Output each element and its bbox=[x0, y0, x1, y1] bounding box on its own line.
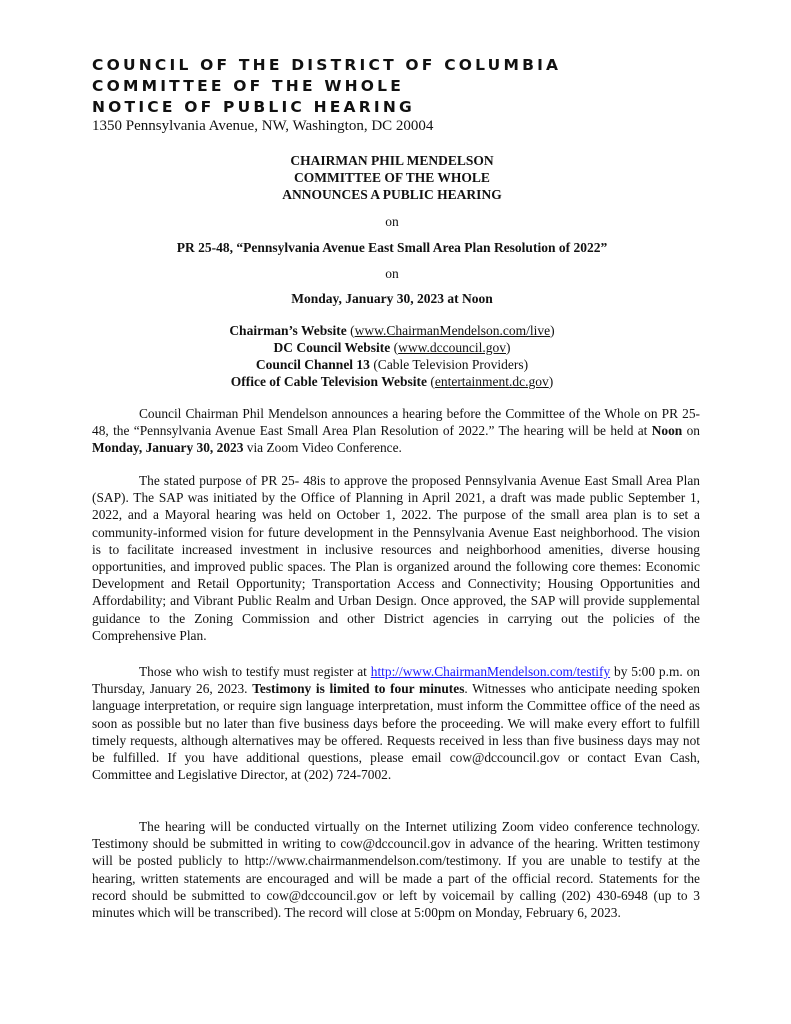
letterhead-council: COUNCIL OF THE DISTRICT OF COLUMBIA bbox=[92, 56, 562, 74]
para1-text-e: via Zoom Video Conference. bbox=[243, 440, 402, 456]
letterhead-notice: NOTICE OF PUBLIC HEARING bbox=[92, 98, 415, 116]
viewing-channel bbox=[92, 356, 692, 373]
council-website-link[interactable]: www.dccouncil.gov bbox=[398, 340, 506, 355]
para3-text-d: . Witnesses who anticipate needing spoken language interpretation, or require sign language interpretation, must inform the Committee office of the need as soon as possible but no later than five business days before the proceeding. We will make every effort to fulfill timely requests, although alternatives may be offered. Requests received in less than five business days may not be fulfilled. If you have additional questions, please email cow@dccouncil.gov or contact Evan Cash, Committee and Legislative Director, at (202) 724-7002. bbox=[92, 681, 700, 783]
on-text-1: on bbox=[385, 214, 399, 229]
testify-register-link[interactable]: http://www.ChairmanMendelson.com/testify bbox=[370, 664, 611, 679]
hearing-date: Monday, January 30, 2023 at Noon bbox=[291, 291, 493, 306]
paragraph-testify bbox=[92, 663, 700, 783]
viewing-oct: Office of Cable Television Website (entertainment.dc.gov) bbox=[230, 374, 554, 389]
letterhead-address: 1350 Pennsylvania Avenue, NW, Washington, DC 20004 bbox=[92, 118, 434, 134]
testimony-limit-text: Testimony is limited to four minutes bbox=[252, 681, 465, 697]
para1-date: Monday, January 30, 2023 bbox=[92, 440, 244, 456]
para3-text-b: by 5:00 p.m. on Thursday, January 26, 2023. bbox=[92, 664, 700, 697]
para1-text-a: Council Chairman Phil Mendelson announces a hearing before the Committee of the Whole on PR 25-48, the “Pennsylvania Avenue East Small Area Plan Resolution of 2022.” The hearing will be held at bbox=[92, 406, 700, 439]
letterhead-committee: COMMITTEE OF THE WHOLE bbox=[92, 77, 405, 95]
channel-note: (Cable Television Providers) bbox=[373, 357, 529, 372]
paragraph-purpose: The stated purpose of PR 25- 48is to approve the proposed Pennsylvania Avenue East Small Area Plan (SAP). The SAP was initiated by the Office of Planning in April 2021, a draft was made public September 1, 2022, and a Mayoral hearing was held on October 1, 2022. The purpose of the small area plan is to set a community-informed vision for future development in the Pennsylvania Avenue East neighborhood. The vision is to facilitate increased investment in inclusive resources and neighborhood amenities, diverse housing opportunities, and improved public spaces. The Plan is organized around the following core themes: Economic Development and Retail Opportunity; Transportation Access and Connectivity; Housing Opportunities and Affordability; and Vibrant Public Realm and Urban Design. Once approved, the SAP will provide supplemental guidance to the Zoning Commission and other District agencies in carrying out the policies of the Comprehensive Plan. bbox=[92, 473, 700, 643]
council-website-label: DC Council Website bbox=[273, 340, 391, 355]
on-text-2: on bbox=[385, 266, 399, 281]
paragraph-announcement bbox=[92, 405, 700, 457]
oct-website-link[interactable]: entertainment.dc.gov bbox=[434, 374, 549, 389]
announcement-line2: COMMITTEE OF THE WHOLE bbox=[294, 170, 490, 185]
channel-label: Council Channel 13 bbox=[255, 357, 370, 372]
oct-website-label: Office of Cable Television Website bbox=[230, 374, 427, 389]
hearing-title: PR 25-48, “Pennsylvania Avenue East Small Area Plan Resolution of 2022” bbox=[176, 240, 608, 255]
viewing-chairman: Chairman’s Website (www.ChairmanMendelson.com/live) bbox=[229, 323, 555, 338]
paragraph-virtual-hearing: The hearing will be conducted virtually on the Internet utilizing Zoom video conference technology. Testimony should be submitted in writing to cow@dccouncil.gov in advance of the hearing. Written testimony will be posted publicly to http://www.chairmanmendelson.com/testimony. If you are unable to testify at the hearing, written statements are encouraged and will be made a part of the official record. Statements for the record should be submitted to cow@dccouncil.gov or left by voicemail by calling (202) 430-6948 (up to 3 minutes which will be transcribed). The record will close at 5:00pm on Monday, February 6, 2023. bbox=[92, 819, 700, 921]
announcement-line1: CHAIRMAN PHIL MENDELSON bbox=[290, 153, 494, 168]
chairman-website-link[interactable]: www.ChairmanMendelson.com/live bbox=[354, 323, 551, 338]
para1-time: Noon bbox=[651, 423, 683, 439]
chairman-website-label: Chairman’s Website bbox=[229, 323, 347, 338]
para3-text-a: Those who wish to testify must register at bbox=[139, 664, 371, 679]
letterhead bbox=[92, 55, 561, 118]
announcement-line3: ANNOUNCES A PUBLIC HEARING bbox=[282, 187, 502, 202]
para1-text-c: on bbox=[682, 423, 700, 439]
viewing-council: DC Council Website (www.dccouncil.gov) bbox=[273, 340, 511, 355]
